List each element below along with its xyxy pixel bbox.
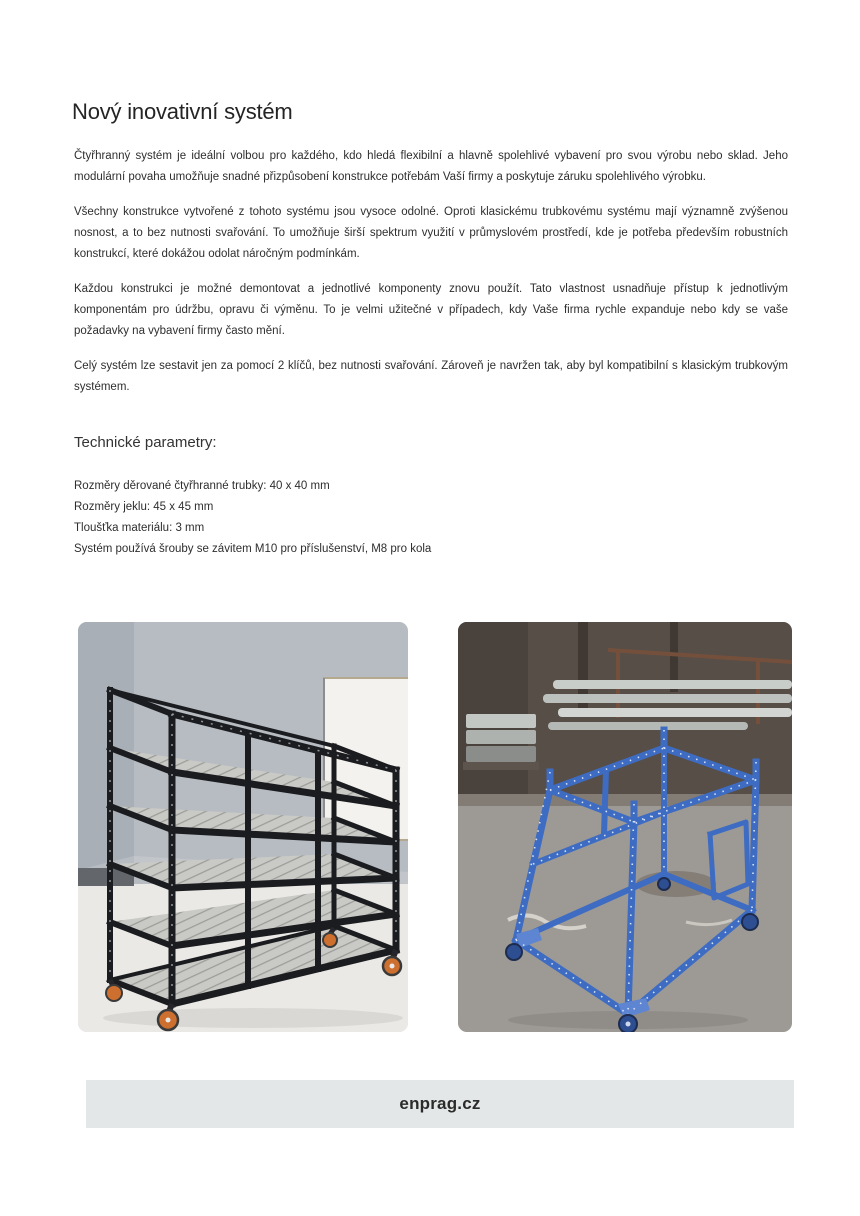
footer-site-label: enprag.cz: [399, 1094, 481, 1113]
blue-frame-photo-illustration: [458, 622, 792, 1032]
body-paragraph: Každou konstrukci je možné demontovat a jednotlivé komponenty znovu použít. Tato vlastnost usnadňuje přístup k jednotlivým komponentám pro údržbu, opravu či výměnu. To je velmi užitečné v případech, kdy Vaše firma rychle expanduje nebo kdy se vaše požadavky na vybavení firmy často mění.: [74, 283, 788, 337]
tech-param-item: Rozměry děrované čtyřhranné trubky: 40 x 40 mm: [74, 480, 330, 492]
body-paragraph: Čtyřhranný systém je ideální volbou pro každého, kdo hledá flexibilní a hlavně spolehlivé vybavení pro svou výrobu nebo sklad. Jeho modulární povaha umožňuje snadné přizpůsobení konstrukce potřebám Vaší firmy a poskytuje záruku spolehlivého výrobku.: [74, 150, 788, 183]
tech-param-item: Systém používá šrouby se závitem M10 pro příslušenství, M8 pro kola: [74, 543, 432, 555]
tech-params-heading: Technické parametry:: [74, 434, 217, 451]
body-paragraph: Všechny konstrukce vytvořené z tohoto systému jsou vysoce odolné. Oproti klasickému trubkovému systému mají významně zvýšenou nosnost, a to bez nutnosti svařování. To umožňuje širší spektrum využití v průmyslovém prostředí, kde je potřeba především robustních konstrukcí, které dokážou odolat náročným podmínkám.: [74, 206, 788, 260]
footer-bar: [86, 1080, 794, 1128]
page-title: Nový inovativní systém: [72, 98, 293, 124]
product-photo-black-rack: [78, 622, 408, 1032]
body-paragraph: Celý systém lze sestavit jen za pomocí 2 klíčů, bez nutnosti svařování. Zároveň je navržen tak, aby byl kompatibilní s klasickým trubkovým systémem.: [74, 360, 788, 393]
tech-param-item: Rozměry jeklu: 45 x 45 mm: [74, 501, 214, 513]
product-photo-blue-frame: [458, 622, 792, 1032]
body-text: [74, 146, 788, 412]
tech-params-list: [74, 476, 431, 560]
black-rack-photo-illustration: [78, 622, 408, 1032]
tech-param-item: Tloušťka materiálu: 3 mm: [74, 522, 205, 534]
